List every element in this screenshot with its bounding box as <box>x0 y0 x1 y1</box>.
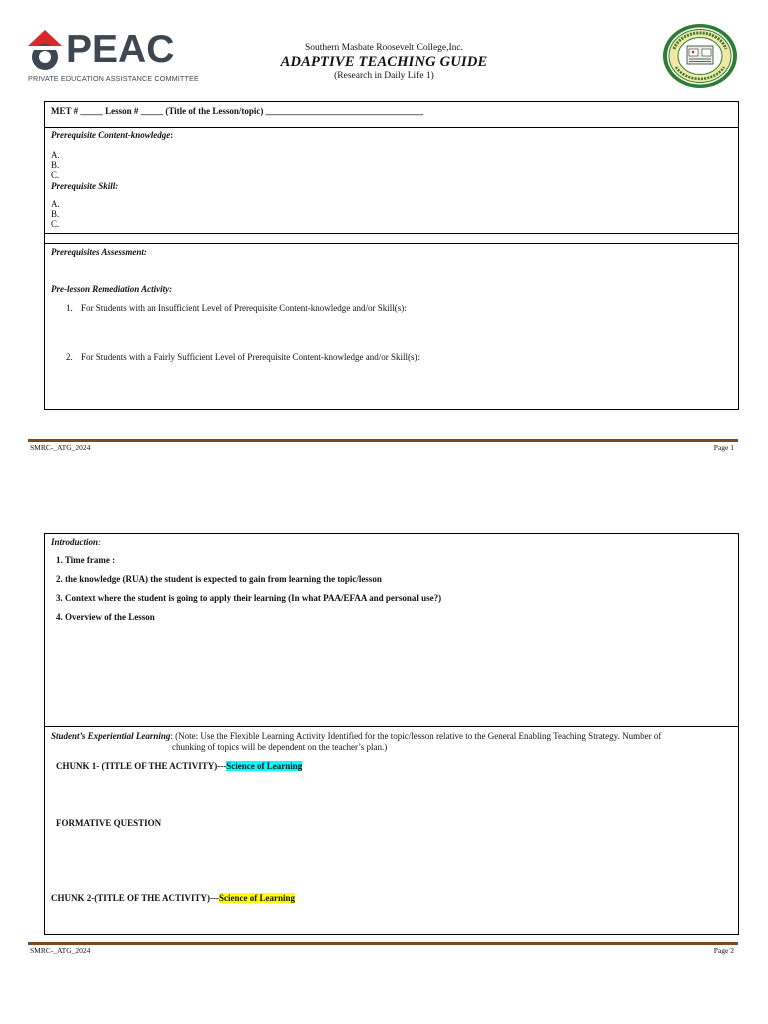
prereq-content-heading: Prerequisite Content-knowledge: <box>51 130 174 140</box>
school-seal-icon <box>662 23 738 89</box>
prereq-assessment-heading: Prerequisites Assessment: <box>51 247 147 257</box>
prereq-skill-item: C. <box>51 219 60 229</box>
remediation-item-number: 1. <box>66 303 73 313</box>
footer-page-number: Page 1 <box>713 443 734 452</box>
chunk-2-title: CHUNK 2-(TITLE OF THE ACTIVITY)---Science of Learning <box>51 893 296 903</box>
met-lesson-line: MET # _____ Lesson # _____ (Title of the Lesson/topic) ___________________________________ <box>51 106 424 116</box>
peac-wordmark: PEAC <box>66 28 175 71</box>
divider <box>45 233 738 234</box>
intro-item: 4. Overview of the Lesson <box>56 612 155 622</box>
prereq-content-item: B. <box>51 160 60 170</box>
formative-question-heading: FORMATIVE QUESTION <box>56 818 162 828</box>
remediation-item-text: For Students with an Insufficient Level of Prerequisite Content-knowledge and/or Skill(s): <box>81 303 407 313</box>
footer-doc-code: SMRC-_ATG_2024 <box>30 443 91 452</box>
subject-title: (Research in Daily Life 1) <box>334 71 434 81</box>
footer-doc-code: SMRC-_ATG_2024 <box>30 946 91 955</box>
introduction-heading: Introduction: <box>51 537 102 547</box>
intro-item: 3. Context where the student is going to apply their learning (In what PAA/EFAA and personal use?) <box>56 593 442 603</box>
divider <box>45 726 738 727</box>
footer-rule <box>28 439 738 442</box>
footer-page-number: Page 2 <box>713 946 734 955</box>
prereq-skill-item: B. <box>51 209 60 219</box>
document-title: ADAPTIVE TEACHING GUIDE <box>280 54 488 70</box>
remediation-item-number: 2. <box>66 352 73 362</box>
intro-item: 2. the knowledge (RUA) the student is expected to gain from learning the topic/lesson <box>56 574 382 584</box>
footer-rule <box>28 942 738 945</box>
prereq-skill-item: A. <box>51 199 60 209</box>
divider <box>45 243 738 244</box>
school-name: Southern Masbate Roosevelt College,Inc. <box>304 43 464 53</box>
remediation-item-text: For Students with a Fairly Sufficient Level of Prerequisite Content-knowledge and/or Skill(s): <box>81 352 421 362</box>
prereq-skill-heading: Prerequisite Skill: <box>51 181 119 191</box>
experiential-learning-heading: Student’s Experiential Learning: (Note: Use the Flexible Learning Activity Identified for the topic/lesson relative to the General Enabling Teaching Strategy. Number of <box>51 731 662 741</box>
page1-form <box>44 101 739 410</box>
remediation-heading: Pre-lesson Remediation Activity: <box>51 284 173 294</box>
peac-subtitle: PRIVATE EDUCATION ASSISTANCE COMMITTEE <box>28 74 199 83</box>
intro-item: 1. Time frame : <box>56 555 116 565</box>
prereq-content-item: A. <box>51 150 60 160</box>
divider <box>45 127 738 128</box>
page2-form <box>44 533 739 935</box>
chunk-1-title: CHUNK 1- (TITLE OF THE ACTIVITY)---Science of Learning <box>56 761 303 771</box>
prereq-content-item: C. <box>51 170 60 180</box>
school-seal <box>662 23 738 89</box>
experiential-learning-note: chunking of topics will be dependent on the teacher’s plan.) <box>172 742 388 752</box>
